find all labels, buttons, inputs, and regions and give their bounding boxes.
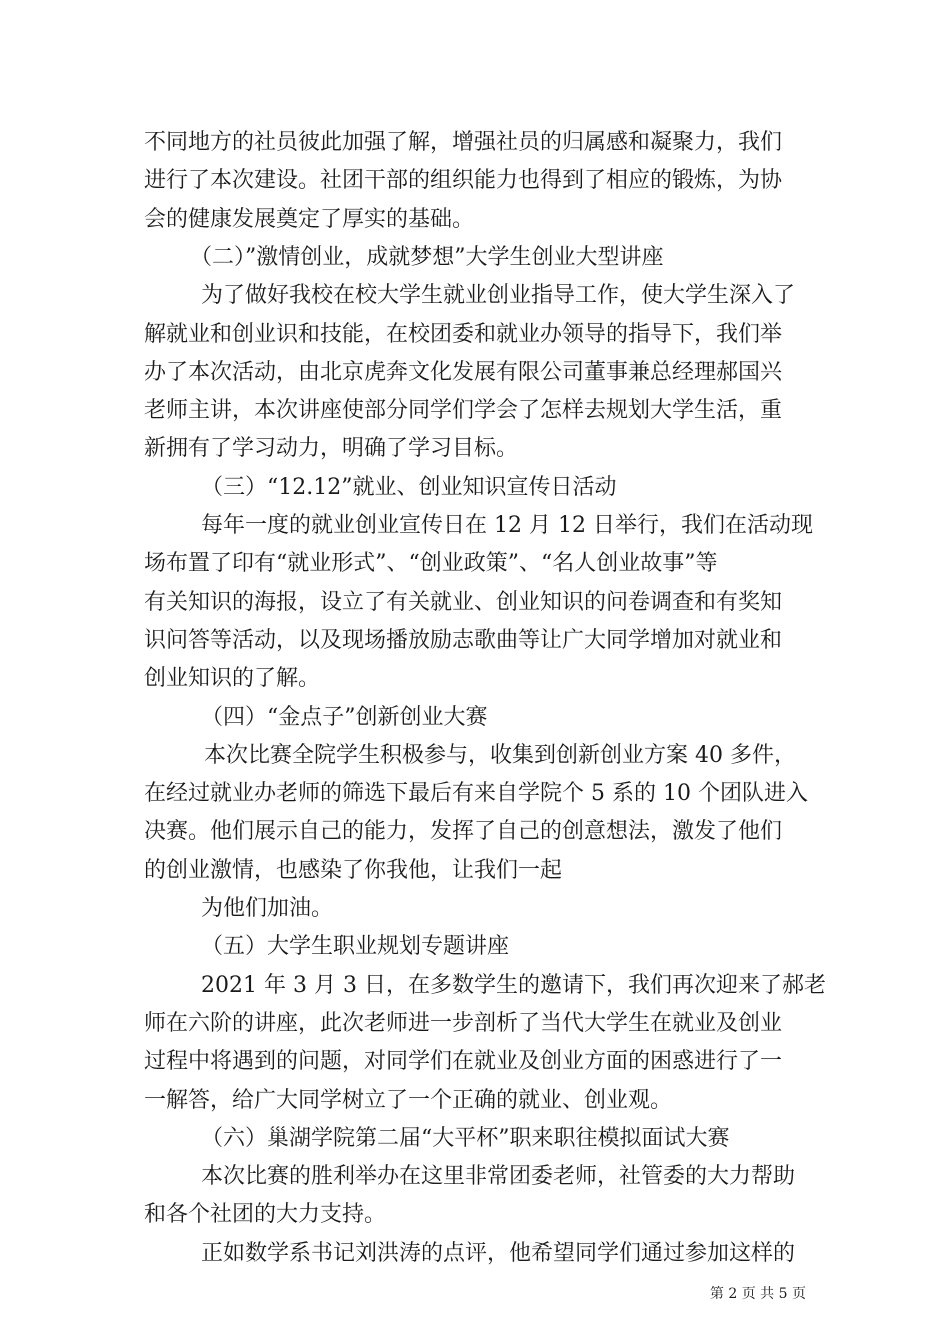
paragraph-line: 创业知识的了解。 [144, 666, 321, 692]
section-heading: （四）“金点子”创新创业大赛 [201, 704, 488, 730]
section-heading: （二）”激情创业，成就梦想”大学生创业大型讲座 [190, 244, 664, 270]
paragraph-line: 过程中将遇到的问题，对同学们在就业及创业方面的困惑进行了一 [144, 1049, 783, 1075]
paragraph-line: 解就业和创业识和技能，在校团委和就业办领导的指导下，我们举 [144, 321, 783, 347]
paragraph-line: 的创业激情，也感染了你我他，让我们一起 [144, 857, 563, 883]
section-heading: （六）巢湖学院第二届“大平杯”职来职往模拟面试大赛 [201, 1125, 730, 1151]
section-heading: （五）大学生职业规划专题讲座 [201, 934, 510, 960]
paragraph-line: 识问答等活动，以及现场播放励志歌曲等让广大同学增加对就业和 [144, 627, 783, 653]
paragraph-line: 正如数学系书记刘洪涛的点评，他希望同学们通过参加这样的 [201, 1240, 796, 1266]
paragraph-line: 进行了本次建设。社团干部的组织能力也得到了相应的锻炼，为协 [144, 168, 783, 194]
paragraph-line: 老师主讲，本次讲座使部分同学们学会了怎样去规划大学生活，重 [144, 398, 783, 424]
paragraph-line: 本次比赛的胜利举办在这里非常团委老师，社管委的大力帮助 [201, 1164, 796, 1190]
paragraph-line: 每年一度的就业创业宣传日在 12 月 12 日举行，我们在活动现 [201, 513, 813, 538]
paragraph-line: 一解答，给广大同学树立了一个正确的就业、创业观。 [144, 1087, 673, 1113]
paragraph-line: 为了做好我校在校大学生就业创业指导工作，使大学生深入了 [201, 283, 796, 309]
paragraph-line: 本次比赛全院学生积极参与，收集到创新创业方案 40 多件， [204, 742, 796, 768]
paragraph-line: 2021 年 3 月 3 日，在多数学生的邀请下，我们再次迎来了郝老 [201, 972, 826, 998]
paragraph-line: 师在六阶的讲座，此次老师进一步剖析了当代大学生在就业及创业 [144, 1010, 783, 1036]
paragraph-line: 办了本次活动，由北京虎奔文化发展有限公司董事兼总经理郝国兴 [144, 359, 783, 385]
section-heading: （三）“12.12”就业、创业知识宣传日活动 [201, 474, 617, 500]
paragraph-line: 和各个社团的大力支持。 [144, 1202, 387, 1228]
paragraph-line: 会的健康发展奠定了厚实的基础。 [144, 206, 475, 232]
paragraph-line: 场布置了印有“就业形式”、“创业政策”、“名人创业故事”等 [144, 551, 718, 577]
paragraph-line: 不同地方的社员彼此加强了解，增强社员的归属感和凝聚力，我们 [144, 130, 783, 155]
paragraph-line: 决赛。他们展示自己的能力，发挥了自己的创意想法，激发了他们 [144, 819, 783, 845]
paragraph-line: 有关知识的海报，设立了有关就业、创业知识的问卷调查和有奖知 [144, 589, 783, 615]
paragraph-line: 新拥有了学习动力，明确了学习目标。 [144, 436, 519, 462]
page-number-footer: 第 2 页 共 5 页 [709, 1286, 806, 1302]
paragraph-line: 为他们加油。 [201, 896, 334, 921]
paragraph-line: 在经过就业办老师的筛选下最后有来自学院个 5 系的 10 个团队进入 [144, 781, 808, 807]
